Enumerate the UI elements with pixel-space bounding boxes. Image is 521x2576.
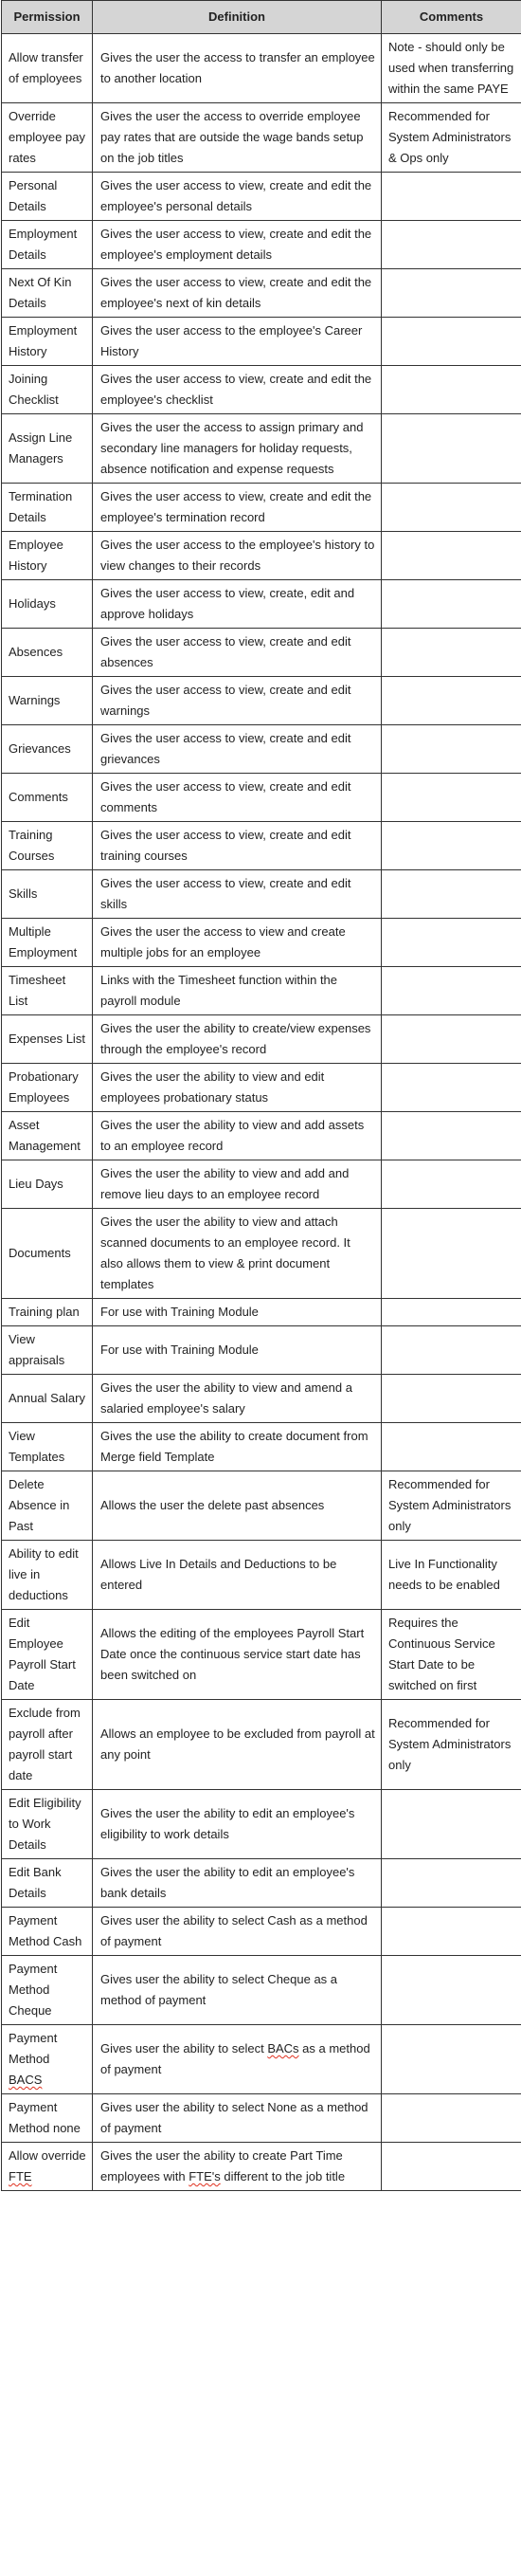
table-row <box>2 580 521 629</box>
table-row <box>2 1326 521 1375</box>
definition-cell: Gives the user the ability to view and attach scanned documents to an employee record. It also allows them to view & print document templates <box>93 1209 382 1299</box>
permission-cell: Payment Method none <box>2 2094 93 2143</box>
comments-cell <box>382 822 521 870</box>
definition-column-header: Definition <box>93 1 382 34</box>
table-row <box>2 1859 521 1908</box>
definition-cell: Gives the user access to view, create and edit the employee's termination record <box>93 484 382 532</box>
definition-cell: Gives the user the ability to view and add assets to an employee record <box>93 1112 382 1160</box>
comments-cell <box>382 1790 521 1859</box>
comments-cell <box>382 1423 521 1471</box>
definition-cell: Allows the editing of the employees Payroll Start Date once the continuous service start date has been switched on <box>93 1610 382 1700</box>
comments-cell <box>382 532 521 580</box>
definition-cell: Gives the user the access to override employee pay rates that are outside the wage bands setup on the job titles <box>93 103 382 173</box>
comments-cell <box>382 1326 521 1375</box>
table-row <box>2 269 521 318</box>
permission-cell: Annual Salary <box>2 1375 93 1423</box>
definition-cell: Gives the user access to view, create and edit the employee's checklist <box>93 366 382 414</box>
permission-cell: Comments <box>2 774 93 822</box>
comments-cell <box>382 870 521 919</box>
table-body <box>2 34 521 2191</box>
definition-cell: Gives the user access to view, create and edit the employee's employment details <box>93 221 382 269</box>
permission-cell: Payment Method Cheque <box>2 1956 93 2025</box>
table-row <box>2 822 521 870</box>
comments-cell <box>382 414 521 484</box>
table-row <box>2 414 521 484</box>
table-row <box>2 1064 521 1112</box>
comments-cell <box>382 318 521 366</box>
table-row <box>2 1375 521 1423</box>
comments-cell <box>382 629 521 677</box>
definition-cell: Gives the user access to view, create and edit training courses <box>93 822 382 870</box>
definition-cell: Gives the user access to view, create, edit and approve holidays <box>93 580 382 629</box>
permission-cell: Edit Bank Details <box>2 1859 93 1908</box>
table-row <box>2 221 521 269</box>
table-header-row <box>2 1 521 34</box>
comments-cell: Requires the Continuous Service Start Date to be switched on first <box>382 1610 521 1700</box>
permission-cell: Delete Absence in Past <box>2 1471 93 1541</box>
comments-cell <box>382 1375 521 1423</box>
permission-cell: Warnings <box>2 677 93 725</box>
definition-cell: Links with the Timesheet function within the payroll module <box>93 967 382 1015</box>
comments-cell: Recommended for System Administrators only <box>382 1471 521 1541</box>
comments-cell <box>382 2025 521 2094</box>
table-row <box>2 34 521 103</box>
permission-cell: Timesheet List <box>2 967 93 1015</box>
permission-cell: Grievances <box>2 725 93 774</box>
definition-cell: Gives the user the ability to create/view expenses through the employee's record <box>93 1015 382 1064</box>
definition-cell: Gives the user the access to assign primary and secondary line managers for holiday requests, absence notification and expense requests <box>93 414 382 484</box>
definition-cell: Gives the user the ability to view and edit employees probationary status <box>93 1064 382 1112</box>
permission-cell: Training Courses <box>2 822 93 870</box>
comments-cell <box>382 484 521 532</box>
table-row <box>2 2094 521 2143</box>
definition-cell: Gives the user access to view, create and edit absences <box>93 629 382 677</box>
comments-cell <box>382 221 521 269</box>
permission-cell: Allow override FTE <box>2 2143 93 2191</box>
table-row <box>2 1112 521 1160</box>
permission-cell: Absences <box>2 629 93 677</box>
table-row <box>2 173 521 221</box>
permission-cell: Edit Employee Payroll Start Date <box>2 1610 93 1700</box>
permission-cell: Exclude from payroll after payroll start date <box>2 1700 93 1790</box>
permissions-table <box>1 0 521 2191</box>
permission-cell: Override employee pay rates <box>2 103 93 173</box>
table-row <box>2 774 521 822</box>
permission-column-header: Permission <box>2 1 93 34</box>
permission-cell: Next Of Kin Details <box>2 269 93 318</box>
definition-cell: Gives the user access to the employee's history to view changes to their records <box>93 532 382 580</box>
definition-cell: Gives the user the ability to create Part Time employees with FTE's different to the job title <box>93 2143 382 2191</box>
table-row <box>2 1015 521 1064</box>
definition-cell: For use with Training Module <box>93 1326 382 1375</box>
permission-cell: Holidays <box>2 580 93 629</box>
permission-cell: Edit Eligibility to Work Details <box>2 1790 93 1859</box>
table-row <box>2 725 521 774</box>
table-row <box>2 1471 521 1541</box>
table-row <box>2 1209 521 1299</box>
comments-cell <box>382 269 521 318</box>
definition-cell: Gives the user the ability to edit an employee's bank details <box>93 1859 382 1908</box>
comments-cell: Recommended for System Administrators only <box>382 1700 521 1790</box>
permission-cell: View appraisals <box>2 1326 93 1375</box>
permission-cell: Skills <box>2 870 93 919</box>
definition-cell: Allows Live In Details and Deductions to be entered <box>93 1541 382 1610</box>
permission-cell: Joining Checklist <box>2 366 93 414</box>
comments-cell <box>382 1209 521 1299</box>
table-row <box>2 1956 521 2025</box>
definition-cell: Gives the user the ability to view and add and remove lieu days to an employee record <box>93 1160 382 1209</box>
permission-cell: Ability to edit live in deductions <box>2 1541 93 1610</box>
comments-cell: Recommended for System Administrators & Ops only <box>382 103 521 173</box>
comments-cell <box>382 967 521 1015</box>
definition-cell: Gives the user the access to view and create multiple jobs for an employee <box>93 919 382 967</box>
table-row <box>2 1423 521 1471</box>
definition-cell: Allows the user the delete past absences <box>93 1471 382 1541</box>
comments-cell <box>382 725 521 774</box>
permission-cell: Documents <box>2 1209 93 1299</box>
comments-cell <box>382 677 521 725</box>
permission-cell: Assign Line Managers <box>2 414 93 484</box>
definition-cell: For use with Training Module <box>93 1299 382 1326</box>
table-row <box>2 1541 521 1610</box>
definition-cell: Gives the user the access to transfer an employee to another location <box>93 34 382 103</box>
comments-cell: Note - should only be used when transferring within the same PAYE <box>382 34 521 103</box>
permission-cell: View Templates <box>2 1423 93 1471</box>
definition-cell: Gives the user access to the employee's Career History <box>93 318 382 366</box>
comments-cell <box>382 919 521 967</box>
table-row <box>2 2025 521 2094</box>
table-row <box>2 1610 521 1700</box>
table-row <box>2 532 521 580</box>
definition-cell: Gives the user access to view, create and edit skills <box>93 870 382 919</box>
comments-cell <box>382 1908 521 1956</box>
table-row <box>2 1790 521 1859</box>
comments-cell <box>382 366 521 414</box>
definition-cell: Gives the user access to view, create and edit the employee's next of kin details <box>93 269 382 318</box>
definition-cell: Gives the user the ability to view and amend a salaried employee's salary <box>93 1375 382 1423</box>
comments-cell <box>382 1956 521 2025</box>
definition-cell: Allows an employee to be excluded from payroll at any point <box>93 1700 382 1790</box>
table-row <box>2 318 521 366</box>
definition-cell: Gives the use the ability to create document from Merge field Template <box>93 1423 382 1471</box>
comments-cell <box>382 2094 521 2143</box>
definition-cell: Gives the user the ability to edit an employee's eligibility to work details <box>93 1790 382 1859</box>
definition-cell: Gives the user access to view, create and edit comments <box>93 774 382 822</box>
permission-cell: Employment History <box>2 318 93 366</box>
definition-cell: Gives user the ability to select Cash as a method of payment <box>93 1908 382 1956</box>
definition-cell: Gives the user access to view, create and edit warnings <box>93 677 382 725</box>
comments-cell: Live In Functionality needs to be enabled <box>382 1541 521 1610</box>
comments-cell <box>382 1064 521 1112</box>
definition-cell: Gives the user access to view, create and edit grievances <box>93 725 382 774</box>
table-row <box>2 919 521 967</box>
permission-cell: Multiple Employment <box>2 919 93 967</box>
definition-cell: Gives the user access to view, create and edit the employee's personal details <box>93 173 382 221</box>
comments-cell <box>382 580 521 629</box>
comments-cell <box>382 2143 521 2191</box>
permission-cell: Training plan <box>2 1299 93 1326</box>
table-row <box>2 2143 521 2191</box>
comments-cell <box>382 173 521 221</box>
permission-cell: Lieu Days <box>2 1160 93 1209</box>
permission-cell: Asset Management <box>2 1112 93 1160</box>
comments-cell <box>382 1112 521 1160</box>
table-row <box>2 629 521 677</box>
table-row <box>2 1299 521 1326</box>
permission-cell: Employee History <box>2 532 93 580</box>
definition-cell: Gives user the ability to select BACs as a method of payment <box>93 2025 382 2094</box>
table-row <box>2 1160 521 1209</box>
permission-cell: Allow transfer of employees <box>2 34 93 103</box>
definition-cell: Gives user the ability to select Cheque as a method of payment <box>93 1956 382 2025</box>
table-row <box>2 1700 521 1790</box>
permission-cell: Payment Method Cash <box>2 1908 93 1956</box>
table-row <box>2 1908 521 1956</box>
table-row <box>2 484 521 532</box>
permission-cell: Personal Details <box>2 173 93 221</box>
comments-cell <box>382 1160 521 1209</box>
permission-cell: Probationary Employees <box>2 1064 93 1112</box>
table-row <box>2 103 521 173</box>
table-row <box>2 677 521 725</box>
permission-cell: Expenses List <box>2 1015 93 1064</box>
table-row <box>2 967 521 1015</box>
comments-cell <box>382 1299 521 1326</box>
comments-cell <box>382 1015 521 1064</box>
permission-cell: Employment Details <box>2 221 93 269</box>
table-row <box>2 366 521 414</box>
permission-cell: Payment Method BACS <box>2 2025 93 2094</box>
comments-cell <box>382 1859 521 1908</box>
definition-cell: Gives user the ability to select None as a method of payment <box>93 2094 382 2143</box>
permission-cell: Termination Details <box>2 484 93 532</box>
comments-cell <box>382 774 521 822</box>
comments-column-header: Comments <box>382 1 521 34</box>
table-row <box>2 870 521 919</box>
